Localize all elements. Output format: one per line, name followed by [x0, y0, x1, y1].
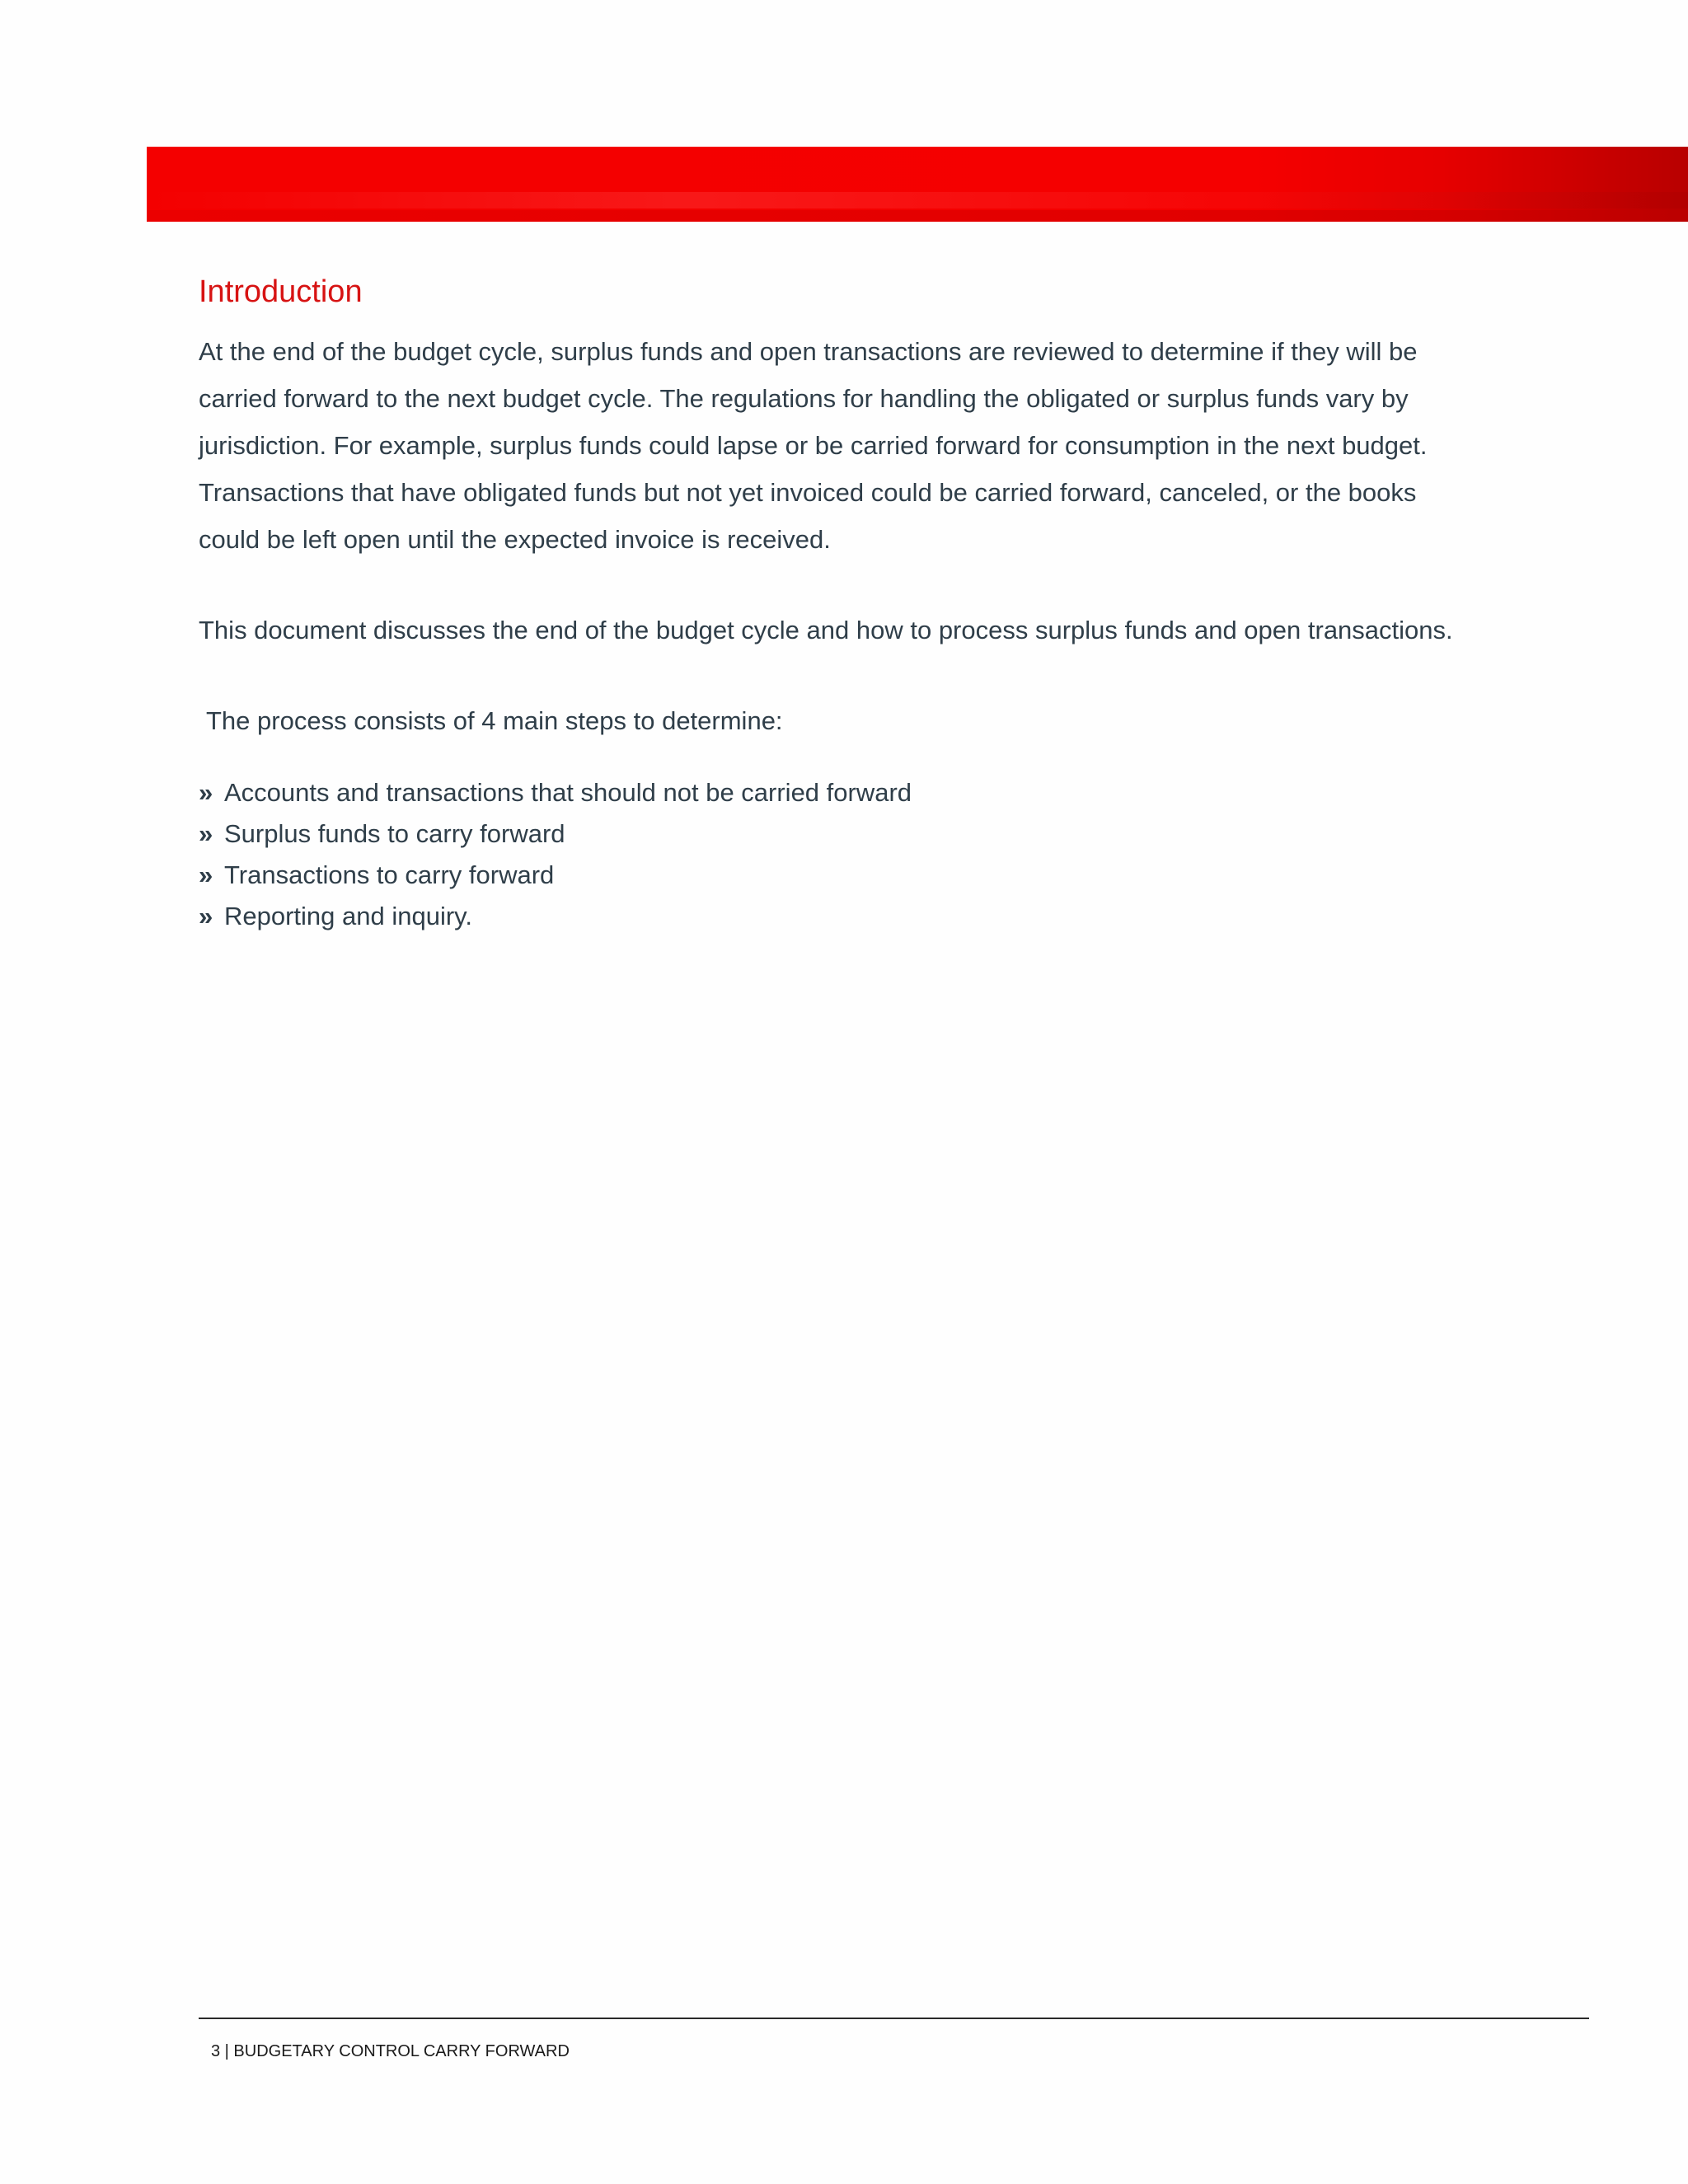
- list-item-text: Surplus funds to carry forward: [224, 819, 565, 848]
- list-item-text: Reporting and inquiry.: [224, 902, 472, 930]
- document-body: [199, 269, 1517, 937]
- section-title: Introduction: [199, 274, 363, 309]
- list-item: [199, 772, 1517, 813]
- intro-paragraph: At the end of the budget cycle, surplus funds and open transactions are reviewed to determine if they will be carried forward to the next budget cycle. The regulations for handling the obligated or surplus funds vary by jurisdiction. For example, surplus funds could lapse or be carried forward for consumption in the next budget. Transactions that have obligated funds but not yet invoiced could be carried forward, canceled, or the books could be left open until the expected invoice is received.: [199, 337, 1428, 554]
- list-item: [199, 813, 1517, 855]
- list-item: [199, 896, 1517, 937]
- steps-list: [199, 772, 1517, 937]
- banner-shade: [147, 210, 1688, 222]
- page-footer: 3 | BUDGETARY CONTROL CARRY FORWARD: [211, 2042, 570, 2060]
- banner-sheen: [147, 192, 1688, 209]
- header-banner: [147, 147, 1688, 222]
- steps-intro-paragraph: The process consists of 4 main steps to determine:: [206, 706, 783, 735]
- scope-paragraph: This document discusses the end of the budget cycle and how to process surplus funds and open transactions.: [199, 616, 1453, 644]
- bullet-icon: »: [199, 778, 213, 807]
- bullet-icon: »: [199, 902, 213, 930]
- list-item-text: Accounts and transactions that should not be carried forward: [224, 778, 912, 807]
- list-item: [199, 855, 1517, 896]
- bullet-icon: »: [199, 860, 213, 889]
- list-item-text: Transactions to carry forward: [224, 860, 555, 889]
- bullet-icon: »: [199, 819, 213, 848]
- footer-divider: [199, 2018, 1589, 2019]
